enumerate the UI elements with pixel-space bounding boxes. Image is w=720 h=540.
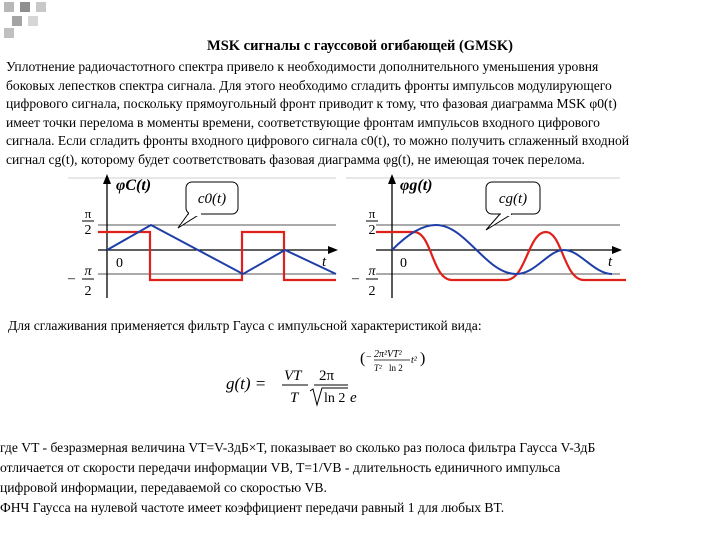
decorative-squares [0,0,60,40]
intro-line: цифрового сигнала, поскольку прямоугольный фронт приводит к тому, что фазовая диаграмма MSK φ0(t) [6,96,617,112]
formula-vt: VT [284,368,302,384]
x-axis-label: t [608,254,613,270]
y-tick-2: 2 [84,284,92,299]
callout-label: c0(t) [197,191,227,207]
explanation-line: цифровой информации, передаваемой со скоростью VB. [0,480,327,495]
y-tick-2: 2 [84,223,92,238]
rect-signal-c0 [98,232,336,280]
formula-e: e [350,390,357,406]
callout-gap [189,212,201,216]
filter-sentence: Для сглаживания применяется фильтр Гауса с импульсной характеристикой вида: [8,318,482,333]
y-tick-zero: 0 [400,256,407,271]
y-tick-minus: – [352,271,359,286]
callout-pointer [178,214,200,228]
y-tick-2: 2 [368,223,376,238]
intro-paragraph [6,58,712,170]
deco-square [28,16,38,26]
slide-title: MSK сигналы с гауссовой огибающей (GMSK) [207,38,513,54]
intro-line: сигнал cg(t), которому будет соответствовать фазовая диаграмма φg(t), не имеющая точек перелома. [6,151,585,167]
y-tick-pi: π [368,264,376,279]
explanation-line: ФНЧ Гаусса на нулевой частоте имеет коэффициент передачи равный 1 для любых BT. [0,500,505,515]
y-tick-2: 2 [368,284,376,299]
deco-square [36,2,46,12]
exp-minus-sign: − [366,352,372,363]
intro-line: Уплотнение радиочастотного спектра привело к необходимости дополнительного уменьшения уровня [6,59,599,74]
deco-square [12,16,22,26]
formula-ln2: ln 2 [324,391,346,406]
gauss-formula [226,347,426,411]
y-tick-minus: – [68,271,75,286]
y-axis-label: φg(t) [400,177,433,194]
y-tick-pi: π [368,206,376,221]
smooth-signal-cg [376,232,626,280]
deco-square [4,28,14,38]
exp-close-paren: ) [420,350,426,367]
y-axis-arrow [388,174,396,184]
formula-2pi: 2π [319,368,335,384]
intro-line: боковых лепестков спектра сигнала. Для этого необходимо сгладить фронты импульсов модулирующего [6,77,612,93]
deco-square [20,2,30,12]
callout-label: cg(t) [498,191,528,207]
y-tick-pi: π [84,264,92,279]
gmsk-phase-graph [336,168,632,308]
explanation-line: где VT - безразмерная величина VT=V-3дБ×T, показывает во сколько раз полоса фильтра Гаусса V-3дБ [0,440,596,455]
formula-lhs: g(t) = [226,374,267,393]
callout-gap [501,212,511,216]
exp-den-t2: T² [374,363,382,373]
x-axis-label: t [322,254,327,270]
formula-t: T [290,390,299,406]
exp-minus: ( [360,350,366,367]
exp-t2: t² [411,355,417,366]
explanation-line: отличается от скорости передачи информации VB, T=1/VB - длительность единичного импульса [0,460,561,475]
intro-line: сигнала. Если сгладить фронты входного цифрового сигнала c0(t), то можно получить сглаженный входной [6,133,630,149]
exp-num: 2π²VT² [374,349,402,360]
explanation-paragraph [0,438,716,518]
x-axis-arrow [612,246,622,254]
exp-den-ln2: ln 2 [389,363,403,373]
y-axis-arrow [103,174,111,184]
intro-line: имеет точки перелома в моменты времени, соответствующие фронтам импульсов входного цифрового [6,114,600,130]
deco-square [4,2,14,12]
callout-pointer [486,214,512,230]
msk-phase-graph [58,168,344,308]
y-tick-zero: 0 [116,256,123,271]
y-tick-pi: π [84,206,92,221]
y-axis-label: φC(t) [116,177,152,194]
